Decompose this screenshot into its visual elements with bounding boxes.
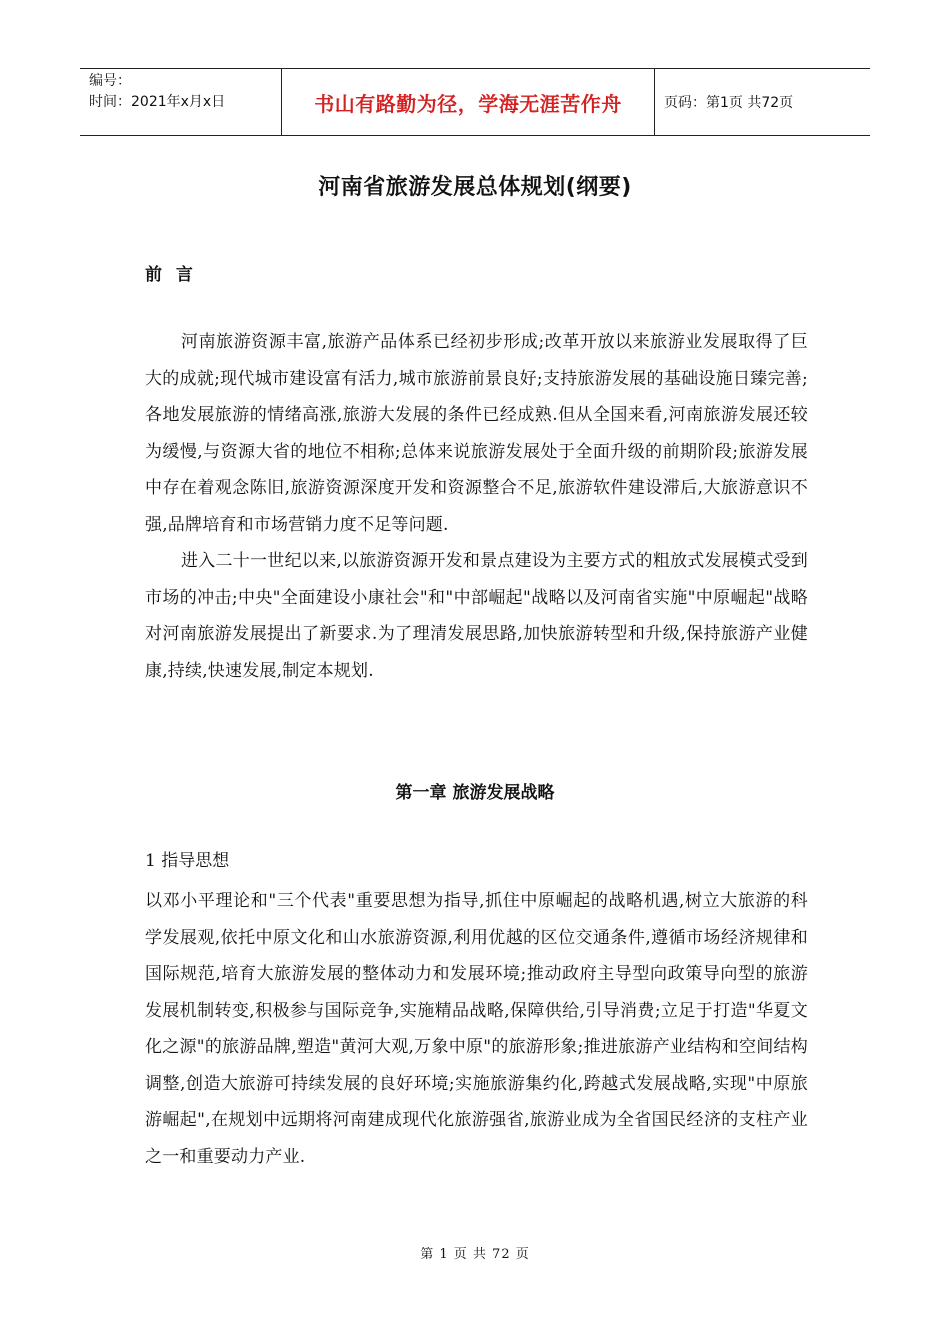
document-title: 河南省旅游发展总体规划(纲要)	[318, 175, 632, 200]
chapter-heading: 第一章 旅游发展战略	[395, 783, 555, 803]
document-number-label: 编号：	[89, 73, 131, 89]
header-page-info: 页码：第1页 共72页	[664, 95, 794, 111]
page-footer: 第 1 页 共 72 页	[420, 1247, 530, 1262]
section-body	[145, 883, 808, 1175]
document-header-table	[80, 68, 870, 136]
preface-heading: 前 言	[145, 265, 197, 285]
preface-body	[145, 324, 808, 689]
section-heading: 1 指导思想	[145, 851, 230, 871]
header-motto: 书山有路勤为径，学海无涯苦作舟	[281, 69, 655, 135]
preface-paragraph: 进入二十一世纪以来,以旅游资源开发和景点建设为主要方式的粗放式发展模式受到市场的冲击;中央"全面建设小康社会"和"中部崛起"战略以及河南省实施"中原崛起"战略对河南旅游发展提出了新要求.为了理清发展思路,加快旅游转型和升级,保持旅游产业健康,持续,快速发展,制定本规划.	[145, 551, 808, 681]
section-paragraph: 以邓小平理论和"三个代表"重要思想为指导,抓住中原崛起的战略机遇,树立大旅游的科学发展观,依托中原文化和山水旅游资源,利用优越的区位交通条件,遵循市场经济规律和国际规范,培育大旅游发展的整体动力和发展环境;推动政府主导型向政策导向型的旅游发展机制转变,积极参与国际竞争,实施精品战略,保障供给,引导消费;立足于打造"华夏文化之源"的旅游品牌,塑造"黄河大观,万象中原"的旅游形象;推进旅游产业结构和空间结构调整,创造大旅游可持续发展的良好环境;实施旅游集约化,跨越式发展战略,实现"中原旅游崛起",在规划中远期将河南建成现代化旅游强省,旅游业成为全省国民经济的支柱产业之一和重要动力产业.	[145, 891, 808, 1167]
document-time-label: 时间：2021年x月x日	[89, 94, 226, 110]
preface-paragraph: 河南旅游资源丰富,旅游产品体系已经初步形成;改革开放以来旅游业发展取得了巨大的成就;现代城市建设富有活力,城市旅游前景良好;支持旅游发展的基础设施日臻完善;各地发展旅游的情绪高涨,旅游大发展的条件已经成熟.但从全国来看,河南旅游发展还较为缓慢,与资源大省的地位不相称;总体来说旅游发展处于全面升级的前期阶段;旅游发展中存在着观念陈旧,旅游资源深度开发和资源整合不足,旅游软件建设滞后,大旅游意识不强,品牌培育和市场营销力度不足等问题.	[145, 332, 808, 535]
header-meta-cell	[80, 69, 281, 135]
